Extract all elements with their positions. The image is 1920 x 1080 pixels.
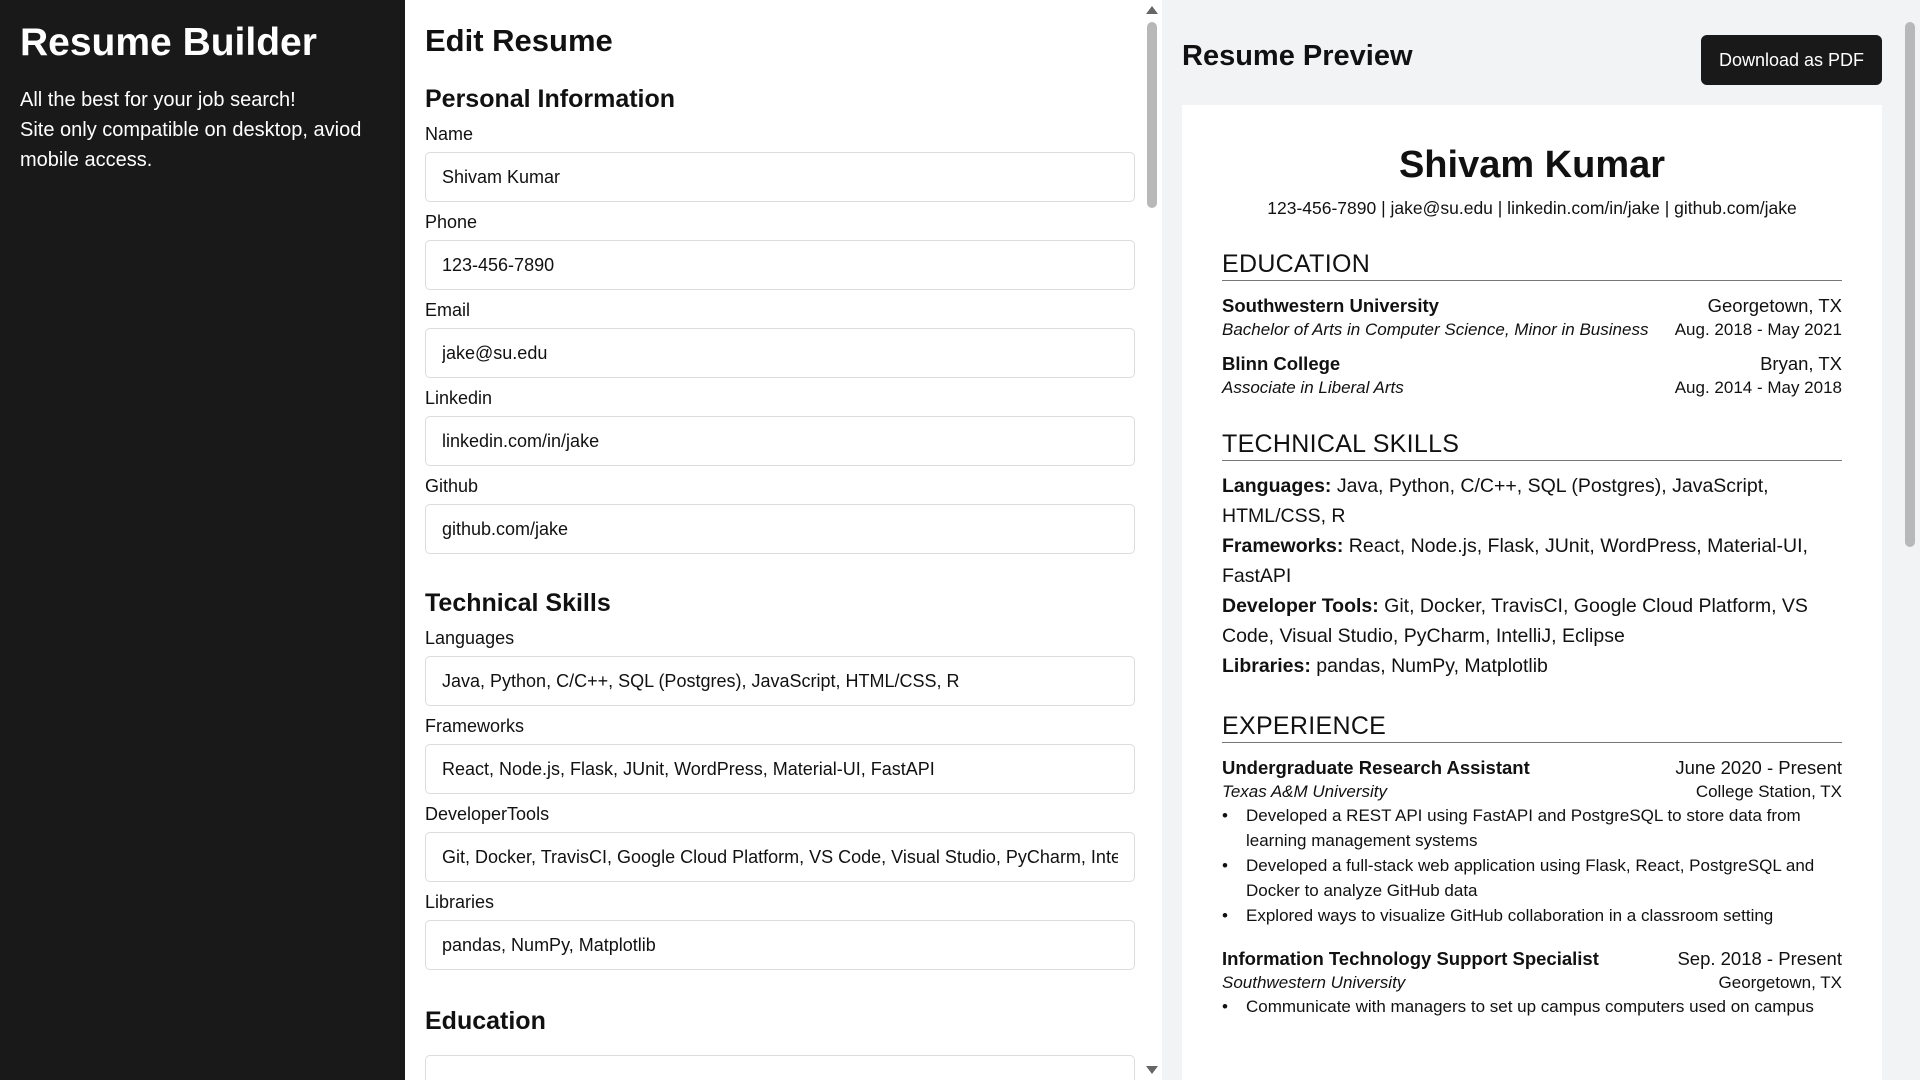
education-dates: Aug. 2014 - May 2018	[1674, 378, 1842, 397]
app-title: Resume Builder	[20, 21, 317, 64]
edit-resume-panel	[405, 0, 1150, 1080]
experience-entry	[1222, 946, 1842, 1019]
scroll-down-arrow-icon[interactable]	[1146, 1066, 1158, 1074]
name-field-group	[425, 124, 1125, 202]
github-label: Github	[425, 476, 479, 496]
education-input-stub[interactable]	[425, 1055, 1135, 1080]
sidebar-greeting: All the best for your job search!	[20, 89, 296, 111]
scroll-up-arrow-icon[interactable]	[1146, 6, 1158, 14]
job-org: Texas A&M University	[1222, 782, 1388, 801]
technical-skills-section	[425, 587, 1125, 970]
edit-resume-title: Edit Resume	[425, 23, 613, 58]
linkedin-field-group	[425, 388, 1125, 466]
sidebar-message	[20, 85, 380, 175]
skill-line-devtools: Developer Tools: Git, Docker, TravisCI, Google Cloud Platform, VS Code, Visual Studio, PyCharm, IntelliJ, Eclipse	[1222, 595, 1808, 647]
devtools-field-group	[425, 804, 1125, 882]
school-name: Southwestern University	[1222, 295, 1439, 316]
experience-entry	[1222, 755, 1842, 928]
job-role: Undergraduate Research Assistant	[1222, 757, 1530, 778]
email-field-group	[425, 300, 1125, 378]
skill-line-frameworks: Frameworks: React, Node.js, Flask, JUnit, WordPress, Material-UI, FastAPI	[1222, 535, 1808, 587]
preview-scrollbar-thumb[interactable]	[1905, 22, 1915, 547]
resume-skills-list	[1222, 471, 1842, 681]
job-role: Information Technology Support Specialist	[1222, 948, 1599, 969]
resume-experience-section	[1222, 711, 1842, 1019]
job-bullet: • Explored ways to visualize GitHub collaboration in a classroom setting	[1222, 903, 1842, 928]
job-location: College Station, TX	[1695, 782, 1842, 801]
sidebar-desktop-notice: Site only compatible on desktop, aviod mobile access.	[20, 119, 362, 171]
resume-education-title: EDUCATION	[1222, 249, 1842, 281]
phone-label: Phone	[425, 212, 478, 232]
libraries-field-group	[425, 892, 1125, 970]
skill-line-languages: Languages: Java, Python, C/C++, SQL (Postgres), JavaScript, HTML/CSS, R	[1222, 475, 1769, 527]
devtools-label: DeveloperTools	[425, 804, 550, 824]
github-field-group	[425, 476, 1125, 554]
frameworks-input[interactable]	[425, 744, 1135, 794]
frameworks-field-group	[425, 716, 1125, 794]
job-dates: Sep. 2018 - Present	[1677, 948, 1842, 969]
job-bullet: • Developed a full-stack web application using Flask, React, PostgreSQL and Docker to analyze GitHub data	[1222, 853, 1842, 903]
job-org: Southwestern University	[1222, 973, 1406, 992]
degree: Bachelor of Arts in Computer Science, Minor in Business	[1222, 320, 1649, 339]
education-section	[425, 1005, 1125, 1080]
libraries-input[interactable]	[425, 920, 1135, 970]
resume-contact-line: 123-456-7890 | jake@su.edu | linkedin.com/in/jake | github.com/jake	[1267, 198, 1797, 218]
email-label: Email	[425, 300, 471, 320]
degree: Associate in Liberal Arts	[1222, 378, 1404, 397]
education-dates: Aug. 2018 - May 2021	[1674, 320, 1842, 339]
personal-info-heading: Personal Information	[425, 85, 676, 113]
skill-line-libraries: Libraries: pandas, NumPy, Matplotlib	[1222, 655, 1548, 677]
resume-preview-title: Resume Preview	[1182, 40, 1413, 72]
resume-paper	[1182, 105, 1882, 1080]
education-heading: Education	[425, 1007, 546, 1035]
preview-scrollbar[interactable]	[1900, 0, 1920, 1080]
resume-preview-panel	[1162, 0, 1920, 1080]
github-input[interactable]	[425, 504, 1135, 554]
linkedin-input[interactable]	[425, 416, 1135, 466]
school-location: Bryan, TX	[1760, 353, 1842, 374]
resume-skills-title: TECHNICAL SKILLS	[1222, 429, 1842, 461]
resume-skills-section	[1222, 429, 1842, 681]
languages-label: Languages	[425, 628, 515, 648]
name-input[interactable]	[425, 152, 1135, 202]
linkedin-label: Linkedin	[425, 388, 493, 408]
job-bullet: • Developed a REST API using FastAPI and PostgreSQL to store data from learning management systems	[1222, 803, 1842, 853]
job-bullet: • Communicate with managers to set up campus computers used on campus	[1222, 994, 1842, 1019]
job-bullets	[1222, 994, 1842, 1019]
name-label: Name	[425, 124, 474, 144]
editor-scrollbar-thumb[interactable]	[1147, 22, 1157, 208]
education-entry	[1222, 293, 1842, 341]
school-name: Blinn College	[1222, 353, 1341, 374]
education-entry	[1222, 351, 1842, 399]
resume-education-section	[1222, 249, 1842, 399]
email-input[interactable]	[425, 328, 1135, 378]
personal-info-section	[425, 83, 1125, 554]
languages-field-group	[425, 628, 1125, 706]
job-location: Georgetown, TX	[1718, 973, 1842, 992]
technical-skills-heading: Technical Skills	[425, 589, 611, 617]
resume-name: Shivam Kumar	[1398, 144, 1666, 186]
job-dates: June 2020 - Present	[1675, 757, 1842, 778]
sidebar	[0, 0, 405, 1080]
phone-input[interactable]	[425, 240, 1135, 290]
download-pdf-button[interactable]: Download as PDF	[1701, 35, 1882, 85]
phone-field-group	[425, 212, 1125, 290]
editor-scrollbar[interactable]	[1142, 0, 1162, 1080]
school-location: Georgetown, TX	[1707, 295, 1842, 316]
devtools-input[interactable]	[425, 832, 1135, 882]
libraries-label: Libraries	[425, 892, 495, 912]
languages-input[interactable]	[425, 656, 1135, 706]
job-bullets	[1222, 803, 1842, 928]
frameworks-label: Frameworks	[425, 716, 525, 736]
resume-experience-title: EXPERIENCE	[1222, 711, 1842, 743]
